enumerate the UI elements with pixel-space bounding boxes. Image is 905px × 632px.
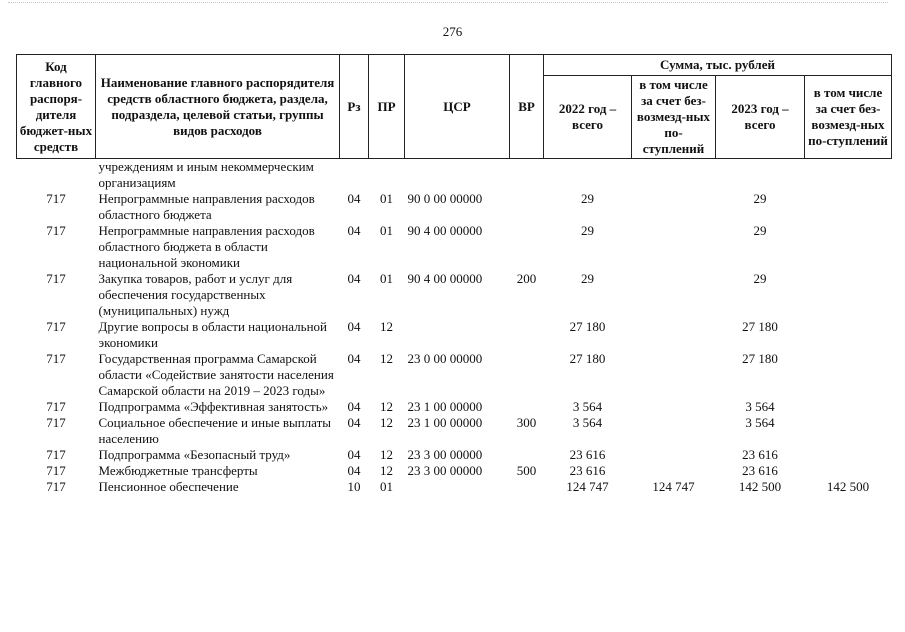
table-header	[17, 55, 892, 159]
cell-csr	[405, 159, 510, 192]
budget-table	[16, 54, 892, 495]
cell-code: 717	[46, 271, 66, 286]
cell-2023-grants	[805, 159, 892, 192]
cell-2023-grants	[805, 351, 892, 399]
cell-2023-grants	[805, 399, 892, 415]
cell-pr: 12	[380, 319, 393, 334]
cell-csr: 90 4 00 00000	[407, 271, 483, 286]
cell-pr: 01	[380, 479, 393, 494]
cell-name: Закупка товаров, работ и услуг для обеспечения государственных (муниципальных) нужд	[98, 271, 293, 318]
cell-2022-total: 29	[581, 271, 594, 286]
cell-vr	[510, 351, 544, 399]
cell-2022-grants	[632, 319, 716, 351]
cell-2023-total: 23 616	[742, 447, 778, 462]
header-2022-grants: в том числе за счет без-возмезд-ных по-ступлений	[632, 76, 716, 159]
cell-csr: 23 0 00 00000	[407, 351, 483, 366]
cell-code: 717	[46, 415, 66, 430]
cell-2023-total: 3 564	[745, 399, 775, 414]
cell-2023-total: 27 180	[742, 319, 778, 334]
cell-name: Непрограммные направления расходов областного бюджета	[98, 191, 315, 222]
cell-rz: 04	[347, 447, 361, 462]
cell-pr: 01	[380, 271, 393, 286]
cell-2022-total: 124 747	[566, 479, 609, 494]
cell-name: Межбюджетные трансферты	[98, 463, 258, 478]
cell-vr	[510, 479, 544, 495]
cell-rz: 04	[347, 399, 361, 414]
header-name: Наименование главного распорядителя средств областного бюджета, раздела, подраздела, целевой статьи, группы видов расходов	[96, 55, 340, 159]
cell-2022-grants	[632, 351, 716, 399]
cell-code	[17, 159, 96, 192]
page-number: 276	[442, 24, 463, 39]
table-row	[17, 191, 892, 223]
cell-2022-total: 23 616	[569, 463, 606, 478]
cell-vr	[510, 223, 544, 271]
header-2022-total: 2022 год – всего	[544, 76, 632, 159]
cell-2023-total: 142 500	[738, 479, 782, 494]
cell-2022-grants	[632, 399, 716, 415]
cell-name: Социальное обеспечение и иные выплаты населению	[98, 415, 332, 446]
cell-2023-grants	[805, 271, 892, 319]
table-row	[17, 463, 892, 479]
table-body	[17, 159, 892, 496]
table-row	[17, 319, 892, 351]
cell-rz: 04	[347, 463, 361, 478]
cell-2022-total: 29	[581, 191, 594, 206]
cell-csr: 90 4 00 00000	[407, 223, 483, 238]
header-sum-title: Сумма, тыс. рублей	[544, 55, 892, 76]
table-row	[17, 351, 892, 399]
cell-name: Подпрограмма «Безопасный труд»	[98, 447, 291, 462]
cell-code: 717	[46, 223, 66, 238]
cell-2022-total: 3 564	[572, 399, 603, 414]
table-row	[17, 159, 892, 192]
table-row	[17, 415, 892, 447]
table-row	[17, 271, 892, 319]
cell-code: 717	[46, 351, 66, 366]
cell-csr	[405, 319, 510, 351]
cell-2023-grants	[805, 223, 892, 271]
header-rz: Рз	[340, 55, 369, 159]
cell-pr: 12	[380, 351, 393, 366]
header-2023-grants: в том числе за счет без-возмезд-ных по-ступлений	[805, 76, 892, 159]
cell-2023-total: 23 616	[742, 463, 778, 478]
cell-2022-grants	[632, 159, 716, 192]
cell-csr: 23 3 00 00000	[407, 463, 483, 478]
cell-2022-total: 29	[581, 223, 594, 238]
cell-2022-total: 27 180	[569, 319, 606, 334]
scan-top-edge	[8, 2, 888, 4]
cell-2022-grants: 124 747	[652, 479, 695, 494]
cell-rz: 04	[347, 415, 361, 430]
header-csr: ЦСР	[405, 55, 510, 159]
cell-pr	[369, 159, 405, 192]
cell-vr: 300	[516, 415, 537, 430]
cell-2023-grants: 142 500	[826, 479, 870, 494]
cell-name: Непрограммные направления расходов областного бюджета в области национальной экономики	[98, 223, 315, 270]
cell-vr: 500	[516, 463, 537, 478]
cell-2022-total: 23 616	[569, 447, 606, 462]
cell-2023-total: 29	[753, 223, 767, 238]
cell-2022-total: 27 180	[569, 351, 606, 366]
cell-2023-grants	[805, 191, 892, 223]
cell-pr: 12	[380, 415, 393, 430]
cell-vr	[510, 319, 544, 351]
header-pr: ПР	[369, 55, 405, 159]
cell-code: 717	[46, 463, 66, 478]
cell-rz: 04	[347, 319, 361, 334]
cell-csr	[405, 479, 510, 495]
cell-csr: 23 1 00 00000	[407, 415, 483, 430]
cell-name: учреждениям и иным некоммерческим организациям	[98, 159, 314, 190]
cell-2023-total	[716, 159, 805, 192]
cell-csr: 23 1 00 00000	[407, 399, 483, 414]
cell-rz: 04	[347, 271, 361, 286]
cell-2022-total: 3 564	[572, 415, 603, 430]
cell-pr: 12	[380, 463, 393, 478]
cell-2022-grants	[632, 463, 716, 479]
cell-2023-grants	[805, 463, 892, 479]
cell-name: Государственная программа Самарской области «Содействие занятости населения Самарской области на 2019 – 2023 годы»	[98, 351, 334, 398]
cell-code: 717	[46, 319, 66, 334]
cell-rz: 04	[347, 191, 361, 206]
cell-code: 717	[46, 447, 66, 462]
cell-2023-total: 27 180	[742, 351, 778, 366]
cell-pr: 12	[380, 447, 393, 462]
table-row	[17, 447, 892, 463]
header-code: Код главного распоря-дителя бюджет-ных средств	[17, 55, 96, 159]
cell-2023-total: 3 564	[745, 415, 775, 430]
cell-2022-grants	[632, 447, 716, 463]
table-row	[17, 399, 892, 415]
cell-vr	[510, 191, 544, 223]
cell-vr	[510, 159, 544, 192]
cell-code: 717	[46, 479, 66, 494]
cell-pr: 01	[380, 223, 393, 238]
cell-rz: 04	[347, 223, 361, 238]
cell-name: Другие вопросы в области национальной экономики	[98, 319, 327, 350]
cell-name: Подпрограмма «Эффективная занятость»	[98, 399, 329, 414]
cell-vr	[510, 399, 544, 415]
cell-rz: 04	[347, 351, 361, 366]
cell-csr: 23 3 00 00000	[407, 447, 483, 462]
cell-2022-total	[544, 159, 632, 192]
cell-2023-total: 29	[753, 271, 767, 286]
cell-code: 717	[46, 191, 66, 206]
cell-2023-grants	[805, 447, 892, 463]
cell-name: Пенсионное обеспечение	[98, 479, 239, 494]
cell-pr: 12	[380, 399, 393, 414]
table-row	[17, 223, 892, 271]
cell-pr: 01	[380, 191, 393, 206]
cell-2022-grants	[632, 191, 716, 223]
cell-2023-grants	[805, 415, 892, 447]
cell-rz	[340, 159, 369, 192]
cell-vr	[510, 447, 544, 463]
cell-2022-grants	[632, 271, 716, 319]
cell-2023-total: 29	[753, 191, 767, 206]
cell-2022-grants	[632, 415, 716, 447]
table-row	[17, 479, 892, 495]
header-vr: ВР	[510, 55, 544, 159]
header-2023-total: 2023 год – всего	[716, 76, 805, 159]
cell-2022-grants	[632, 223, 716, 271]
cell-csr: 90 0 00 00000	[407, 191, 483, 206]
cell-rz: 10	[347, 479, 361, 494]
cell-vr: 200	[516, 271, 537, 286]
cell-code: 717	[46, 399, 66, 414]
cell-2023-grants	[805, 319, 892, 351]
